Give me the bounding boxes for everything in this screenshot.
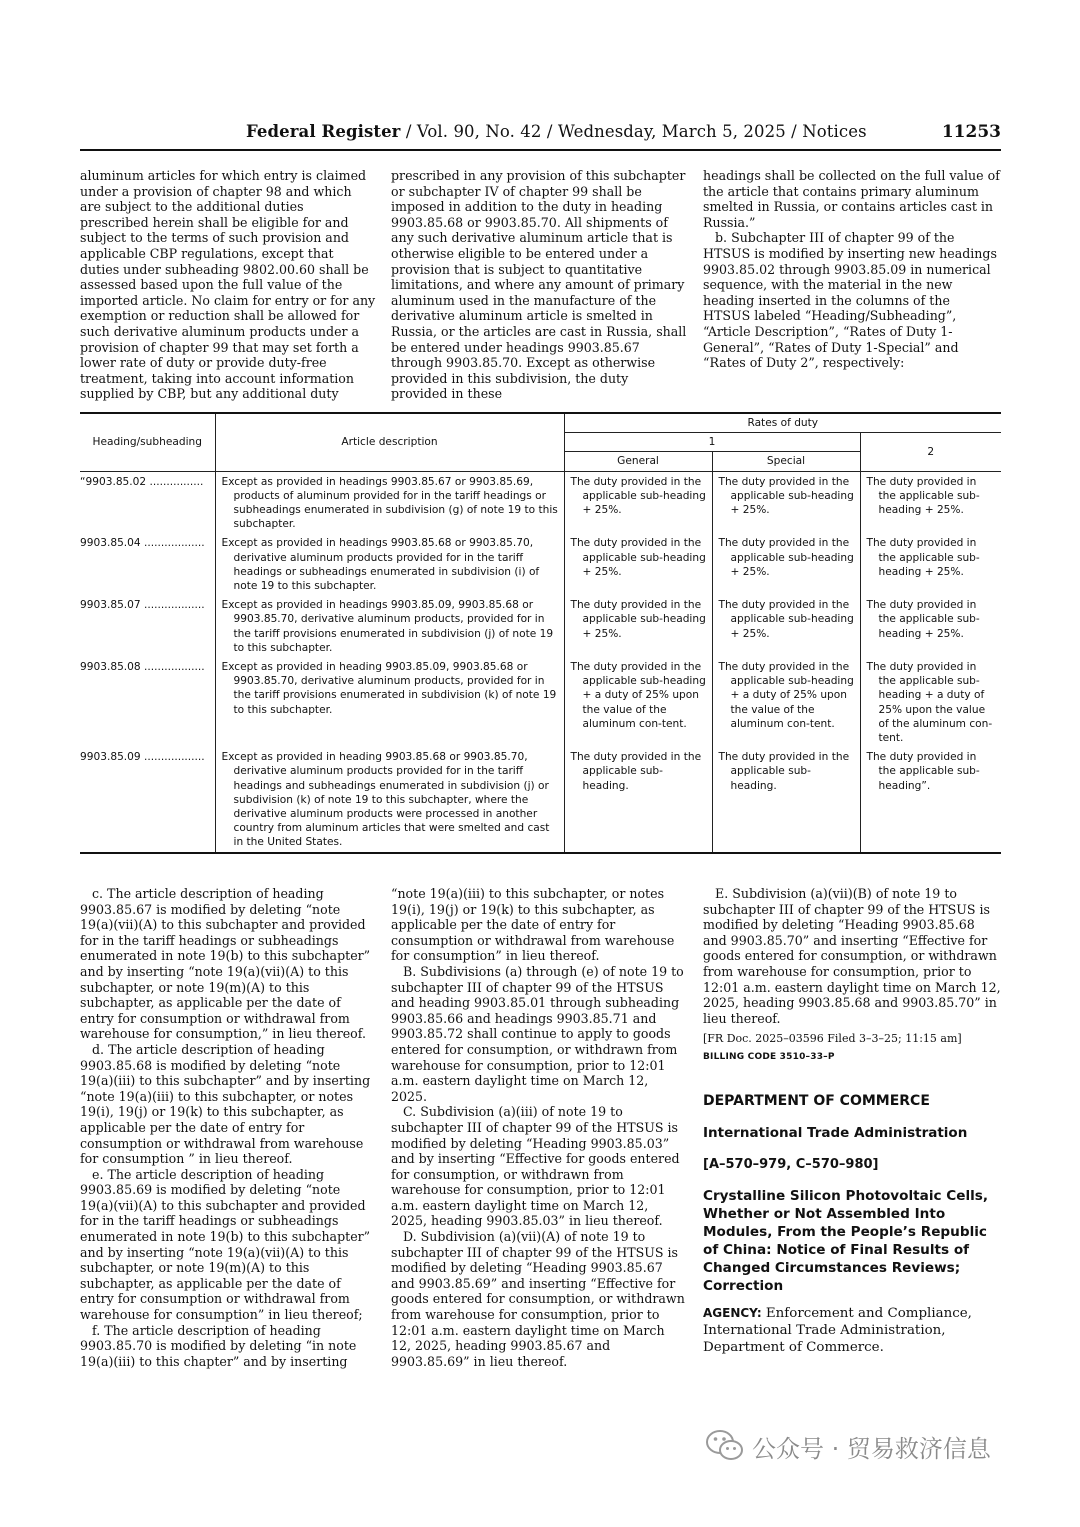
rate2-cell	[860, 747, 1001, 852]
paragraph: prescribed in any provision of this subchapter or subchapter IV of chapter 99 shall be imposed in addition to the duty in heading 9903.85.68 or 9903.85.70. All shipments of any such derivative aluminum article that is otherwise eligible to be entered under a provision that is subject to quantitative limitations, and where any amount of primary aluminum used in the manufacture of the derivative aluminum article is smelted in Russia, or the articles are cast in Russia, shall be entered under headings 9903.85.67 through 9903.85.70. Except as otherwise provided in this subdivision, the duty provided in these	[391, 168, 687, 402]
paragraph: c. The article description of heading 9903.85.67 is modified by deleting “note 19(a)(vii)(A) to this subchapter and provided for in the tariff headings or subheadings enumerated in note 19(b) to this subchapter” and by inserting “note 19(a)(vii)(A) to this subchapter, or note 19(m)(A) to this subchapter, as applicable per the date of entry for consumption or withdrawal from warehouse for consumption,” in lieu thereof.	[80, 886, 371, 1042]
journal-name: Federal Register	[246, 122, 401, 141]
paragraph: C. Subdivision (a)(iii) of note 19 to subchapter III of chapter 99 of the HTSUS is modified by deleting “Heading 9903.85.03” and by inserting “Effective for goods entered for consumption, or withdrawn from warehouse for consumption, prior to 12:01 a.m. eastern daylight time on March 12, 2025, heading 9903.85.03” in lieu thereof.	[391, 1104, 680, 1229]
special-cell	[712, 657, 860, 747]
heading-cell: 9903.85.09 ..................	[80, 747, 215, 852]
rate2-text: The duty provided in the applicable sub-heading + 25%.	[866, 537, 980, 578]
general-cell	[564, 595, 712, 657]
special-cell	[712, 533, 860, 595]
heading-cell: 9903.85.04 ..................	[80, 533, 215, 595]
special-cell	[712, 595, 860, 657]
page-number: 11253	[941, 122, 1001, 142]
description-cell	[215, 657, 564, 747]
rate2-text: The duty provided in the applicable sub-heading + 25%.	[866, 599, 980, 640]
paragraph: D. Subdivision (a)(vii)(A) of note 19 to subchapter III of chapter 99 of the HTSUS is modified by deleting “Heading 9903.85.67 and 9903.85.69” and inserting “Effective for goods entered for consumption, or withdrawn from warehouse for consumption, prior to 12:01 a.m. eastern daylight time on March 12, 2025, heading 9903.85.67 and 9903.85.69” in lieu thereof.	[391, 1229, 685, 1369]
table-row	[80, 471, 1001, 533]
tariff-table	[80, 412, 1001, 854]
document-title: Crystalline Silicon Photovoltaic Cells, Whether or Not Assembled Into Modules, From the People’s Republic of China: Notice of Final Results of Changed Circumstances Reviews; Correction	[703, 1187, 989, 1294]
general-text: The duty provided in the applicable sub-heading + 25%.	[570, 537, 706, 578]
top-column-1	[80, 168, 376, 402]
column-header-general: General	[564, 452, 712, 471]
department-heading: DEPARTMENT OF COMMERCE	[703, 1092, 930, 1109]
paragraph: B. Subdivisions (a) through (e) of note 19 to subchapter III of chapter 99 of the HTSUS and heading 9903.85.01 through subheading 9903.85.66 and headings 9903.85.71 and 9903.85.72 shall continue to apply to goods entered for consumption, or withdrawn from warehouse for consumption, prior to 12:01 a.m. eastern daylight time on March 12, 2025.	[391, 963, 684, 1104]
general-text: The duty provided in the applicable sub-heading + 25%.	[570, 599, 706, 640]
column-header-special: Special	[712, 452, 860, 471]
bottom-column-3	[703, 886, 1001, 1356]
description-cell	[215, 533, 564, 595]
table-row	[80, 595, 1001, 657]
general-text: The duty provided in the applicable sub-heading + a duty of 25% upon the value of the aluminum con-tent.	[570, 661, 706, 730]
special-text: The duty provided in the applicable sub-heading + a duty of 25% upon the value of the aluminum con-tent.	[718, 661, 854, 730]
description-text: Except as provided in heading 9903.85.09, 9903.85.68 or 9903.85.70, derivative aluminum products, provided for in the tariff provisions enumerated in subdivision (k) of note 19 to this subchapter.	[221, 661, 557, 716]
issue-number: Vol. 90, No. 42	[416, 122, 542, 141]
special-text: The duty provided in the applicable sub-heading.	[718, 751, 850, 792]
general-text: The duty provided in the applicable sub-heading.	[570, 751, 702, 792]
special-cell	[712, 471, 860, 533]
top-column-2	[391, 168, 687, 402]
heading-cell: “9903.85.02 ................	[80, 471, 215, 533]
general-text: The duty provided in the applicable sub-heading + 25%.	[570, 475, 706, 517]
description-cell	[215, 595, 564, 657]
description-cell	[215, 471, 564, 533]
rate2-text: The duty provided in the applicable sub-heading”.	[866, 751, 980, 792]
rate2-text: The duty provided in the applicable sub-heading + a duty of 25% upon the value of the aluminum con-tent.	[866, 661, 993, 745]
watermark	[706, 1426, 991, 1466]
table-row	[80, 747, 1001, 852]
paragraph: E. Subdivision (a)(vii)(B) of note 19 to subchapter III of chapter 99 of the HTSUS is modified by deleting “Heading 9903.85.68 and 9903.85.70” and inserting “Effective for goods entered for consumption, or withdrawn from warehouse for consumption, prior to 12:01 a.m. eastern daylight time on March 12, 2025, heading 9903.85.68 and 9903.85.70” in lieu thereof.	[703, 886, 1001, 1026]
special-text: The duty provided in the applicable sub-heading + 25%.	[718, 475, 854, 517]
header-rule	[80, 149, 1001, 151]
special-text: The duty provided in the applicable sub-heading + 25%.	[718, 599, 854, 640]
fr-doc-note: [FR Doc. 2025–03596 Filed 3–3–25; 11:15 am]	[703, 1032, 962, 1046]
column-header-rates: Rates of duty	[564, 413, 1001, 433]
heading-cell: 9903.85.08 ..................	[80, 657, 215, 747]
agency-text: Enforcement and Compliance, International Trade Administration, Department of Commerce.	[703, 1305, 972, 1355]
general-cell	[564, 747, 712, 852]
general-cell	[564, 533, 712, 595]
paragraph: “note 19(a)(iii) to this subchapter, or notes 19(i), 19(j) or 19(k) to this subchapter, as applicable per the date of entry for consumption or withdrawal from warehouse for consumption” in lieu thereof.	[391, 886, 675, 964]
table-row	[80, 657, 1001, 747]
column-header-heading: Heading/subheading	[80, 413, 215, 471]
watermark-text: 公众号 · 贸易救济信息	[752, 1434, 991, 1463]
special-cell	[712, 747, 860, 852]
top-column-3	[703, 168, 1001, 371]
paragraph: e. The article description of heading 9903.85.69 is modified by deleting “note 19(a)(vii)(A) to this subchapter and provided for in the tariff headings or subheadings enumerated in note 19(b) to this subchapter” and by inserting “note 19(a)(vii)(A) to this subchapter, or note 19(m)(A) to this subchapter, as applicable per the date of entry for consumption or withdrawal from warehouse for consumption” in lieu thereof;	[80, 1166, 371, 1323]
issue-date: Wednesday, March 5, 2025	[557, 122, 786, 141]
rate2-cell	[860, 533, 1001, 595]
docket-number: [A–570–979, C–570–980]	[703, 1157, 879, 1173]
paragraph: aluminum articles for which entry is claimed under a provision of chapter 98 and which are subject to the additional duties prescribed herein shall be eligible for and subject to the terms of such provision and applicable CBP regulations, except that duties under subheading 9802.00.60 shall be assessed based upon the full value of the imported article. No claim for entry or for any exemption or reduction shall be allowed for such derivative aluminum products under a provision of chapter 99 that may set forth a lower rate of duty or provide duty-free treatment, taking into account information supplied by CBP, but any additional duty	[80, 168, 376, 402]
paragraph: b. Subchapter III of chapter 99 of the HTSUS is modified by inserting new headings 9903.85.02 through 9903.85.09 in numerical sequence, with the material in the new heading inserted in the columns of the HTSUS labeled “Heading/Subheading”, “Article Description”, “Rates of Duty 1-General”, “Rates of Duty 1-Special” and “Rates of Duty 2”, respectively:	[703, 230, 997, 371]
description-text: Except as provided in headings 9903.85.68 or 9903.85.70, derivative aluminum products provided for in the tariff headings or subheadings enumerated in subdivision (i) of note 19 to this subchapter.	[221, 537, 540, 593]
description-text: Except as provided in heading 9903.85.68 or 9903.85.70, derivative aluminum products provided for in the tariff headings and subheadings enumerated in subdivision (j) or subdivision (k) of note 19 to this subchapter, where the derivative aluminum products were processed in another country from aluminum articles that were smelted and cast in the United States.	[221, 751, 550, 849]
description-text: Except as provided in headings 9903.85.67 or 9903.85.69, products of aluminum provided for in the tariff headings or subheadings enumerated in subdivision (g) of note 19 to this subchapter.	[221, 475, 558, 531]
paragraph: headings shall be collected on the full value of the article that contains primary aluminum smelted in Russia, or contains articles cast in Russia.”	[703, 168, 1000, 230]
running-title	[246, 122, 867, 141]
title-separator: /	[546, 122, 558, 141]
agency-line	[703, 1305, 1001, 1356]
rate2-text: The duty provided in the applicable sub-heading + 25%.	[866, 475, 980, 517]
general-cell	[564, 657, 712, 747]
heading-cell: 9903.85.07 ..................	[80, 595, 215, 657]
section-name: Notices	[802, 122, 867, 141]
column-header-rate-1: 1	[564, 433, 860, 452]
general-cell	[564, 471, 712, 533]
rate2-cell	[860, 471, 1001, 533]
bottom-column-1	[80, 886, 376, 1369]
agency-label: AGENCY:	[703, 1305, 762, 1320]
rate2-cell	[860, 595, 1001, 657]
title-separator: /	[791, 122, 803, 141]
special-text: The duty provided in the applicable sub-heading + 25%.	[718, 537, 854, 578]
paragraph: d. The article description of heading 9903.85.68 is modified by deleting “note 19(a)(iii) to this subchapter” and by inserting “note 19(a)(iii) to this subchapter, or notes 19(i), 19(j) or 19(k) to this subchapter, as applicable per the date of entry for consumption or withdrawal from warehouse for consumption ” in lieu thereof.	[80, 1041, 371, 1167]
description-cell	[215, 747, 564, 852]
paragraph: f. The article description of heading 9903.85.70 is modified by deleting “in note 19(a)(iii) to this chapter” and by inserting	[80, 1322, 357, 1369]
bottom-column-2	[391, 886, 687, 1369]
agency-heading: International Trade Administration	[703, 1124, 968, 1141]
wechat-icon	[706, 1429, 744, 1463]
column-header-article: Article description	[215, 413, 564, 471]
rate2-cell	[860, 657, 1001, 747]
title-separator: /	[405, 122, 417, 141]
description-text: Except as provided in headings 9903.85.09, 9903.85.68 or 9903.85.70, derivative aluminum products, provided for in the tariff provisions enumerated in subdivision (j) of note 19 to this subchapter.	[221, 599, 554, 654]
column-header-rate-2: 2	[860, 433, 1001, 471]
running-header	[80, 122, 1001, 146]
table-row	[80, 533, 1001, 595]
billing-code: BILLING CODE 3510–33–P	[703, 1052, 835, 1063]
